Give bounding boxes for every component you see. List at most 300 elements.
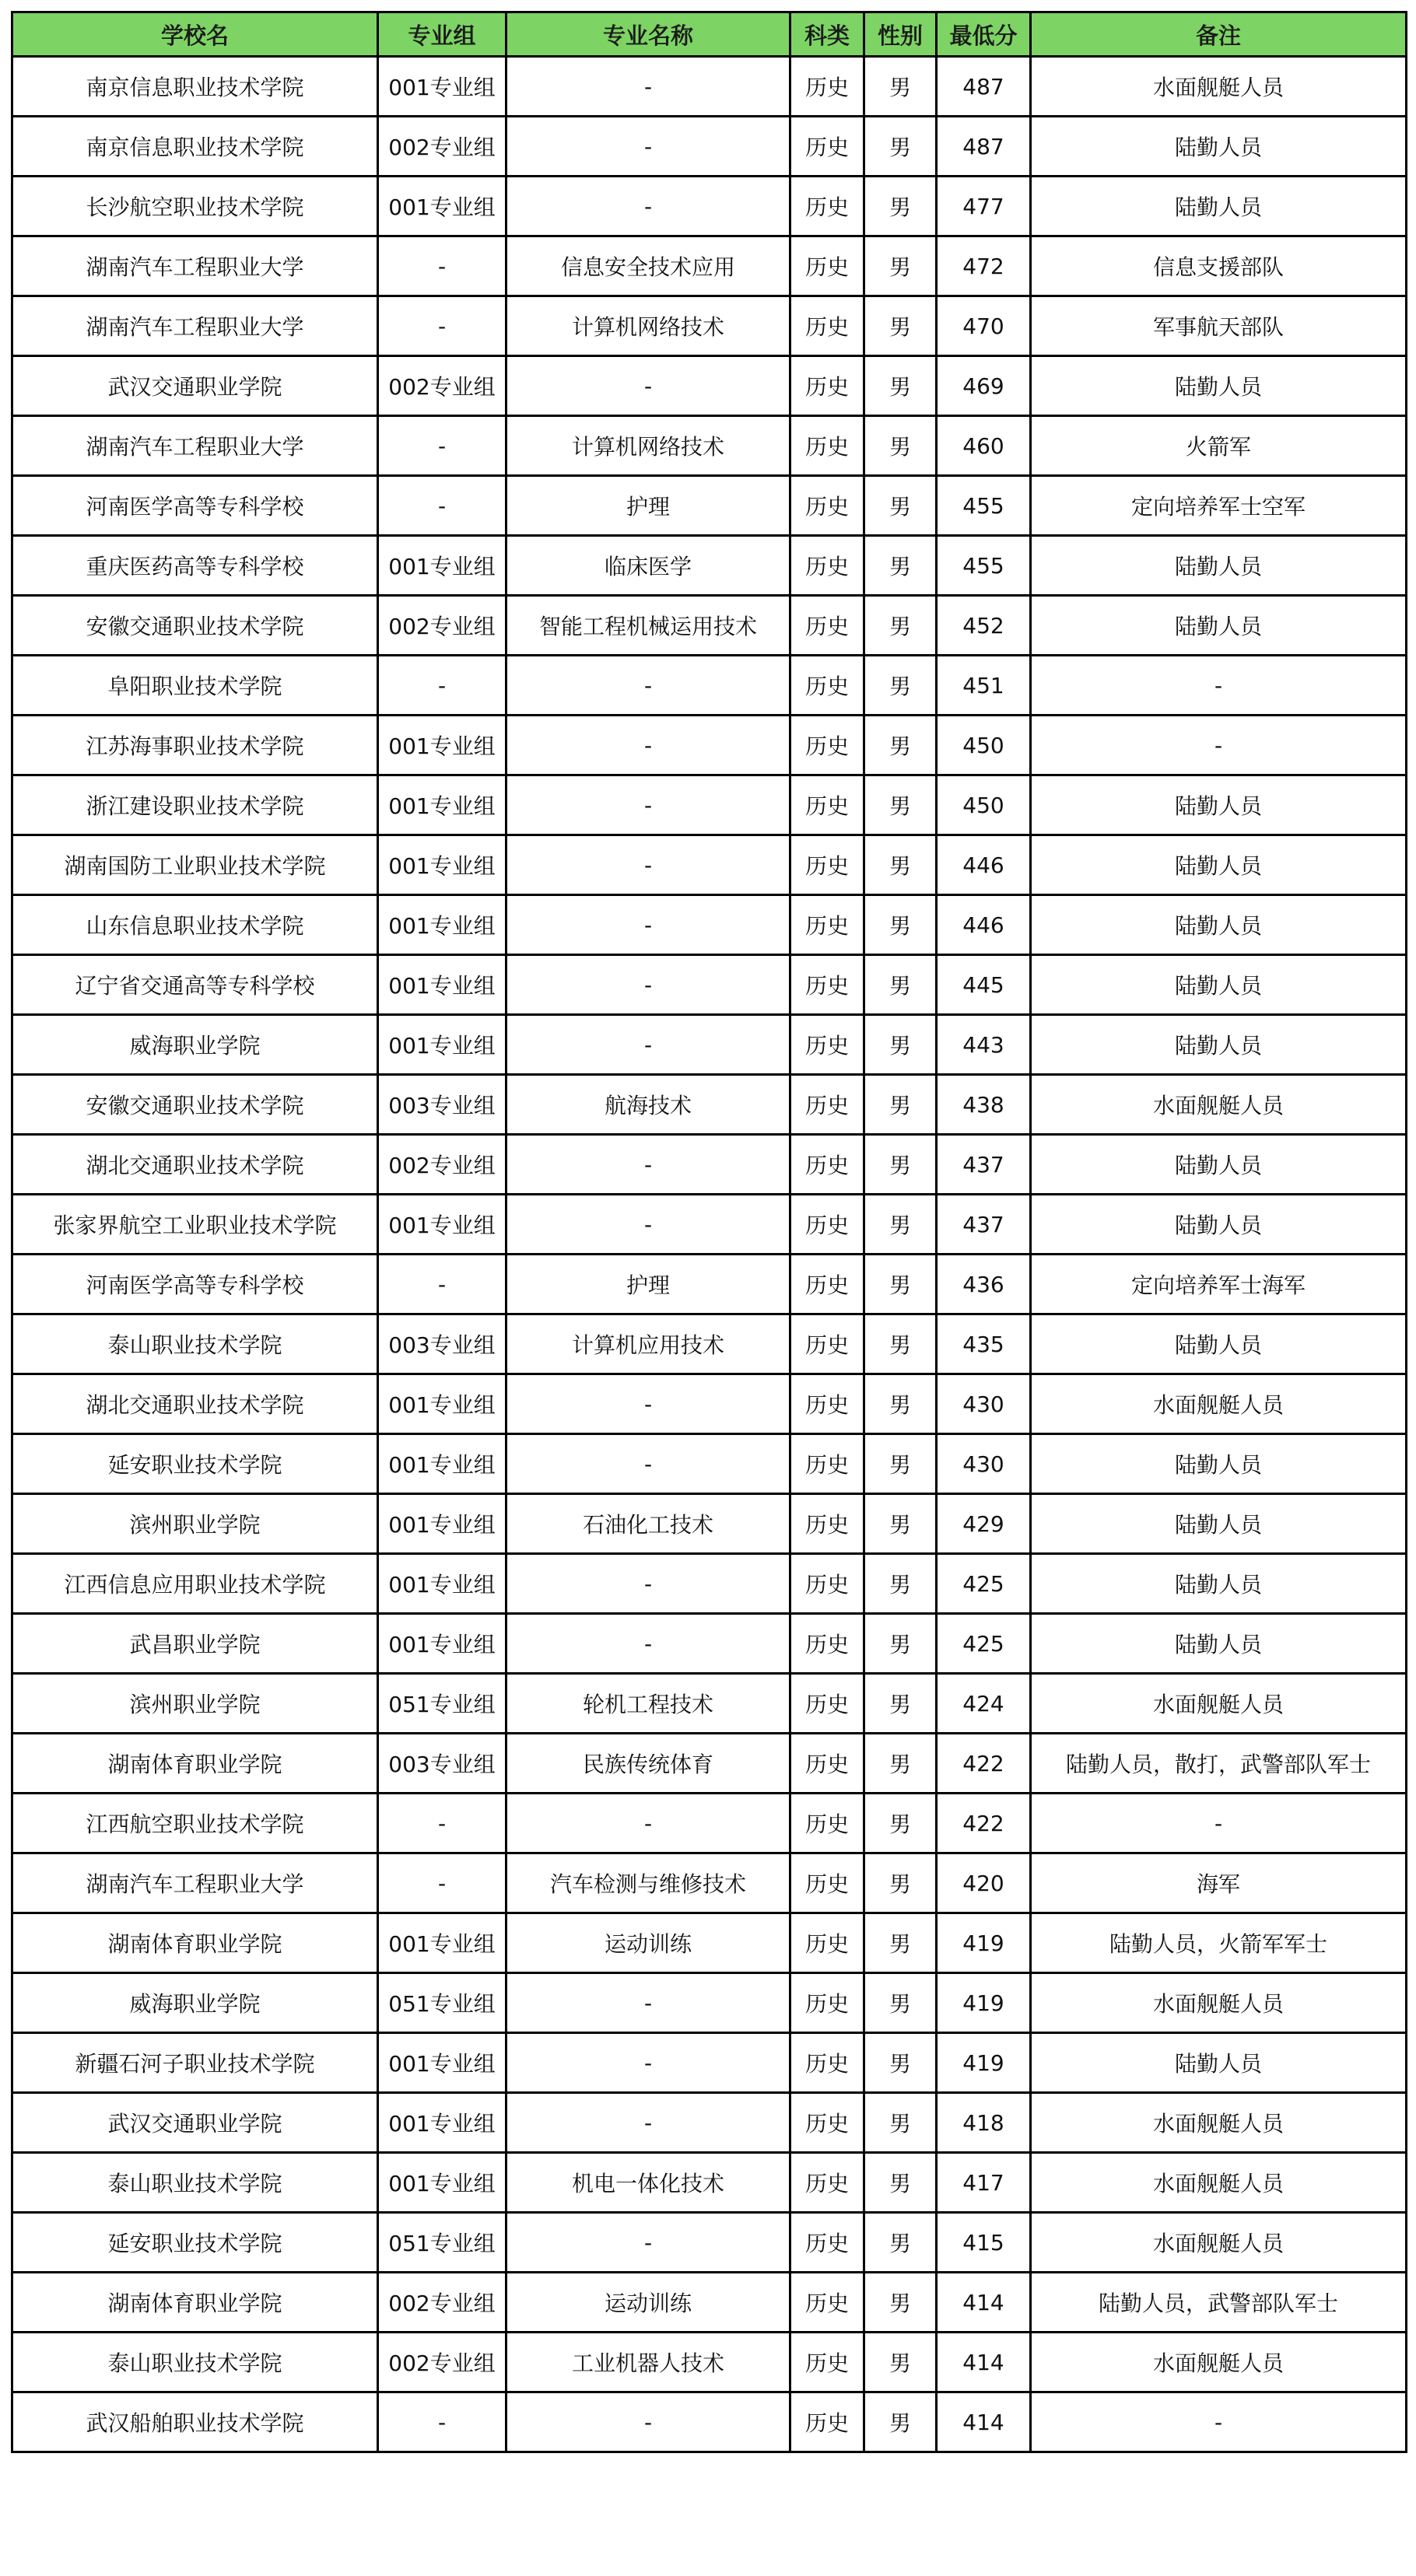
cell-school: 泰山职业技术学院 — [12, 2153, 378, 2213]
table-row — [12, 1314, 1407, 1374]
cell-min-score: 430 — [937, 1434, 1031, 1494]
cell-category: 历史 — [790, 895, 864, 955]
table-row — [12, 1195, 1407, 1255]
table-row — [12, 656, 1407, 716]
cell-gender: 男 — [864, 656, 937, 716]
cell-school: 湖北交通职业技术学院 — [12, 1135, 378, 1195]
cell-group: 051专业组 — [378, 1973, 506, 2033]
table-row — [12, 2153, 1407, 2213]
cell-major: - — [506, 1554, 790, 1614]
cell-gender: 男 — [864, 1135, 937, 1195]
cell-gender: 男 — [864, 476, 937, 536]
table-row — [12, 1374, 1407, 1434]
cell-note: 信息支援部队 — [1031, 236, 1407, 296]
cell-category: 历史 — [790, 1015, 864, 1075]
header-gender: 性别 — [864, 12, 937, 57]
cell-school: 辽宁省交通高等专科学校 — [12, 955, 378, 1015]
cell-school: 河南医学高等专科学校 — [12, 1255, 378, 1314]
cell-major: - — [506, 716, 790, 775]
cell-school: 南京信息职业技术学院 — [12, 117, 378, 177]
cell-major: - — [506, 2392, 790, 2452]
table-row — [12, 536, 1407, 596]
cell-major: - — [506, 57, 790, 117]
cell-note: - — [1031, 2392, 1407, 2452]
table-row — [12, 2333, 1407, 2392]
header-note: 备注 — [1031, 12, 1407, 57]
cell-note: 陆勤人员 — [1031, 1314, 1407, 1374]
cell-min-score: 487 — [937, 117, 1031, 177]
cell-school: 安徽交通职业技术学院 — [12, 596, 378, 656]
cell-note: 水面舰艇人员 — [1031, 57, 1407, 117]
cell-major: 汽车检测与维修技术 — [506, 1853, 790, 1913]
table-row — [12, 177, 1407, 236]
cell-gender: 男 — [864, 2392, 937, 2452]
cell-group: - — [378, 2392, 506, 2452]
cell-gender: 男 — [864, 775, 937, 835]
cell-note: 水面舰艇人员 — [1031, 2153, 1407, 2213]
cell-min-score: 455 — [937, 536, 1031, 596]
cell-category: 历史 — [790, 1734, 864, 1794]
table-row — [12, 236, 1407, 296]
cell-min-score: 438 — [937, 1075, 1031, 1135]
cell-major: - — [506, 2033, 790, 2093]
table-row — [12, 2392, 1407, 2452]
cell-group: - — [378, 1794, 506, 1853]
cell-major: 运动训练 — [506, 1913, 790, 1973]
cell-group: 002专业组 — [378, 2273, 506, 2333]
cell-school: 滨州职业学院 — [12, 1494, 378, 1554]
cell-min-score: 425 — [937, 1614, 1031, 1674]
cell-min-score: 477 — [937, 177, 1031, 236]
cell-group: - — [378, 236, 506, 296]
cell-group: 002专业组 — [378, 117, 506, 177]
cell-group: 001专业组 — [378, 1374, 506, 1434]
cell-school: 阜阳职业技术学院 — [12, 656, 378, 716]
cell-min-score: 436 — [937, 1255, 1031, 1314]
cell-major: 计算机应用技术 — [506, 1314, 790, 1374]
cell-major: - — [506, 1973, 790, 2033]
cell-school: 武汉交通职业学院 — [12, 356, 378, 416]
cell-group: 003专业组 — [378, 1314, 506, 1374]
cell-gender: 男 — [864, 356, 937, 416]
cell-school: 南京信息职业技术学院 — [12, 57, 378, 117]
cell-major: 护理 — [506, 476, 790, 536]
cell-min-score: 417 — [937, 2153, 1031, 2213]
table-row — [12, 775, 1407, 835]
cell-major: - — [506, 1374, 790, 1434]
cell-school: 湖北交通职业技术学院 — [12, 1374, 378, 1434]
cell-major: - — [506, 895, 790, 955]
cell-school: 河南医学高等专科学校 — [12, 476, 378, 536]
cell-major: - — [506, 1794, 790, 1853]
cell-note: 陆勤人员 — [1031, 177, 1407, 236]
cell-note: 陆勤人员，散打，武警部队军士 — [1031, 1734, 1407, 1794]
table-row — [12, 1614, 1407, 1674]
cell-category: 历史 — [790, 356, 864, 416]
cell-major: - — [506, 356, 790, 416]
cell-major: 民族传统体育 — [506, 1734, 790, 1794]
cell-min-score: 443 — [937, 1015, 1031, 1075]
cell-school: 湖南汽车工程职业大学 — [12, 416, 378, 476]
table-row — [12, 416, 1407, 476]
cell-gender: 男 — [864, 596, 937, 656]
cell-category: 历史 — [790, 1794, 864, 1853]
cell-major: 工业机器人技术 — [506, 2333, 790, 2392]
cell-note: 陆勤人员 — [1031, 895, 1407, 955]
cell-major: - — [506, 656, 790, 716]
table-row — [12, 1734, 1407, 1794]
cell-min-score: 422 — [937, 1734, 1031, 1794]
cell-note: - — [1031, 656, 1407, 716]
cell-gender: 男 — [864, 2333, 937, 2392]
cell-group: 001专业组 — [378, 1434, 506, 1494]
cell-gender: 男 — [864, 236, 937, 296]
cell-category: 历史 — [790, 1554, 864, 1614]
cell-school: 湖南国防工业职业技术学院 — [12, 835, 378, 895]
cell-group: 051专业组 — [378, 2213, 506, 2273]
cell-category: 历史 — [790, 1853, 864, 1913]
cell-min-score: 414 — [937, 2273, 1031, 2333]
cell-gender: 男 — [864, 1973, 937, 2033]
cell-group: 001专业组 — [378, 1494, 506, 1554]
table-body — [12, 57, 1407, 2452]
table-row — [12, 1015, 1407, 1075]
cell-major: 计算机网络技术 — [506, 296, 790, 356]
cell-note: 水面舰艇人员 — [1031, 2333, 1407, 2392]
cell-note: 陆勤人员 — [1031, 775, 1407, 835]
cell-gender: 男 — [864, 1554, 937, 1614]
cell-gender: 男 — [864, 536, 937, 596]
cell-gender: 男 — [864, 1255, 937, 1314]
cell-group: 001专业组 — [378, 2093, 506, 2153]
cell-group: 001专业组 — [378, 177, 506, 236]
cell-note: 定向培养军士空军 — [1031, 476, 1407, 536]
table-row — [12, 2273, 1407, 2333]
cell-category: 历史 — [790, 476, 864, 536]
table-row — [12, 117, 1407, 177]
cell-major: 石油化工技术 — [506, 1494, 790, 1554]
cell-category: 历史 — [790, 1374, 864, 1434]
cell-category: 历史 — [790, 2213, 864, 2273]
cell-note: 水面舰艇人员 — [1031, 1374, 1407, 1434]
cell-group: - — [378, 656, 506, 716]
table-row — [12, 1135, 1407, 1195]
cell-category: 历史 — [790, 2333, 864, 2392]
table-row — [12, 2093, 1407, 2153]
cell-min-score: 472 — [937, 236, 1031, 296]
cell-min-score: 430 — [937, 1374, 1031, 1434]
cell-category: 历史 — [790, 1075, 864, 1135]
cell-category: 历史 — [790, 1494, 864, 1554]
table-row — [12, 2033, 1407, 2093]
cell-group: 001专业组 — [378, 1554, 506, 1614]
cell-group: 001专业组 — [378, 775, 506, 835]
cell-category: 历史 — [790, 775, 864, 835]
cell-min-score: 437 — [937, 1135, 1031, 1195]
cell-school: 泰山职业技术学院 — [12, 1314, 378, 1374]
cell-gender: 男 — [864, 416, 937, 476]
cell-gender: 男 — [864, 1913, 937, 1973]
cell-category: 历史 — [790, 1314, 864, 1374]
cell-category: 历史 — [790, 2392, 864, 2452]
cell-group: - — [378, 1255, 506, 1314]
cell-school: 武昌职业学院 — [12, 1614, 378, 1674]
cell-min-score: 419 — [937, 1973, 1031, 2033]
cell-note: 陆勤人员，武警部队军士 — [1031, 2273, 1407, 2333]
cell-school: 湖南汽车工程职业大学 — [12, 296, 378, 356]
table-row — [12, 596, 1407, 656]
cell-school: 湖南体育职业学院 — [12, 1913, 378, 1973]
cell-school: 湖南体育职业学院 — [12, 2273, 378, 2333]
cell-major: - — [506, 2213, 790, 2273]
cell-category: 历史 — [790, 716, 864, 775]
cell-note: 定向培养军士海军 — [1031, 1255, 1407, 1314]
cell-major: - — [506, 117, 790, 177]
cell-group: 001专业组 — [378, 2033, 506, 2093]
cell-gender: 男 — [864, 1075, 937, 1135]
table-row — [12, 1494, 1407, 1554]
table-row — [12, 1674, 1407, 1734]
cell-gender: 男 — [864, 716, 937, 775]
cell-note: 陆勤人员 — [1031, 536, 1407, 596]
cell-min-score: 446 — [937, 835, 1031, 895]
cell-school: 湖南汽车工程职业大学 — [12, 1853, 378, 1913]
cell-note: 陆勤人员 — [1031, 955, 1407, 1015]
cell-note: 海军 — [1031, 1853, 1407, 1913]
cell-group: 001专业组 — [378, 895, 506, 955]
table-row — [12, 1853, 1407, 1913]
cell-note: - — [1031, 716, 1407, 775]
cell-gender: 男 — [864, 1434, 937, 1494]
cell-min-score: 450 — [937, 716, 1031, 775]
cell-note: 军事航天部队 — [1031, 296, 1407, 356]
cell-school: 武汉交通职业学院 — [12, 2093, 378, 2153]
cell-min-score: 419 — [937, 1913, 1031, 1973]
cell-note: 陆勤人员 — [1031, 1494, 1407, 1554]
cell-gender: 男 — [864, 117, 937, 177]
cell-category: 历史 — [790, 1973, 864, 2033]
cell-school: 浙江建设职业技术学院 — [12, 775, 378, 835]
cell-major: 轮机工程技术 — [506, 1674, 790, 1734]
cell-group: 002专业组 — [378, 1135, 506, 1195]
cell-category: 历史 — [790, 2093, 864, 2153]
cell-major: - — [506, 1434, 790, 1494]
cell-min-score: 415 — [937, 2213, 1031, 2273]
admission-table — [11, 11, 1407, 2453]
cell-major: - — [506, 835, 790, 895]
cell-school: 威海职业学院 — [12, 1973, 378, 2033]
cell-group: 002专业组 — [378, 596, 506, 656]
cell-major: - — [506, 2093, 790, 2153]
cell-group: 002专业组 — [378, 2333, 506, 2392]
cell-note: 陆勤人员 — [1031, 1195, 1407, 1255]
cell-school: 山东信息职业技术学院 — [12, 895, 378, 955]
cell-note: 陆勤人员，火箭军军士 — [1031, 1913, 1407, 1973]
cell-min-score: 422 — [937, 1794, 1031, 1853]
cell-note: 水面舰艇人员 — [1031, 2213, 1407, 2273]
cell-school: 武汉船舶职业技术学院 — [12, 2392, 378, 2452]
cell-min-score: 429 — [937, 1494, 1031, 1554]
cell-gender: 男 — [864, 1853, 937, 1913]
cell-gender: 男 — [864, 2153, 937, 2213]
cell-min-score: 414 — [937, 2392, 1031, 2452]
cell-gender: 男 — [864, 835, 937, 895]
cell-category: 历史 — [790, 2033, 864, 2093]
table-row — [12, 895, 1407, 955]
cell-group: - — [378, 296, 506, 356]
cell-group: 001专业组 — [378, 955, 506, 1015]
cell-major: 信息安全技术应用 — [506, 236, 790, 296]
cell-school: 滨州职业学院 — [12, 1674, 378, 1734]
cell-group: 001专业组 — [378, 57, 506, 117]
cell-gender: 男 — [864, 2033, 937, 2093]
cell-major: - — [506, 1135, 790, 1195]
table-row — [12, 1913, 1407, 1973]
cell-note: 陆勤人员 — [1031, 1614, 1407, 1674]
cell-group: 001专业组 — [378, 1913, 506, 1973]
cell-min-score: 460 — [937, 416, 1031, 476]
cell-note: 水面舰艇人员 — [1031, 1973, 1407, 2033]
cell-school: 长沙航空职业技术学院 — [12, 177, 378, 236]
cell-gender: 男 — [864, 2273, 937, 2333]
cell-gender: 男 — [864, 1614, 937, 1674]
cell-min-score: 445 — [937, 955, 1031, 1015]
cell-major: 航海技术 — [506, 1075, 790, 1135]
cell-category: 历史 — [790, 296, 864, 356]
cell-min-score: 424 — [937, 1674, 1031, 1734]
cell-category: 历史 — [790, 177, 864, 236]
cell-category: 历史 — [790, 117, 864, 177]
cell-group: 051专业组 — [378, 1674, 506, 1734]
cell-gender: 男 — [864, 296, 937, 356]
cell-major: - — [506, 1015, 790, 1075]
cell-category: 历史 — [790, 536, 864, 596]
cell-min-score: 414 — [937, 2333, 1031, 2392]
cell-min-score: 446 — [937, 895, 1031, 955]
header-row — [12, 12, 1407, 57]
cell-group: 001专业组 — [378, 835, 506, 895]
cell-school: 江西航空职业技术学院 — [12, 1794, 378, 1853]
cell-group: - — [378, 1853, 506, 1913]
cell-gender: 男 — [864, 1015, 937, 1075]
cell-group: 001专业组 — [378, 1195, 506, 1255]
cell-major: - — [506, 955, 790, 1015]
cell-note: 水面舰艇人员 — [1031, 1075, 1407, 1135]
table-row — [12, 57, 1407, 117]
cell-major: 运动训练 — [506, 2273, 790, 2333]
header-min-score: 最低分 — [937, 12, 1031, 57]
table-row — [12, 1794, 1407, 1853]
cell-min-score: 470 — [937, 296, 1031, 356]
header-category: 科类 — [790, 12, 864, 57]
cell-school: 江苏海事职业技术学院 — [12, 716, 378, 775]
cell-gender: 男 — [864, 177, 937, 236]
cell-gender: 男 — [864, 2093, 937, 2153]
cell-school: 泰山职业技术学院 — [12, 2333, 378, 2392]
cell-school: 湖南体育职业学院 — [12, 1734, 378, 1794]
cell-category: 历史 — [790, 1614, 864, 1674]
cell-min-score: 469 — [937, 356, 1031, 416]
cell-category: 历史 — [790, 1195, 864, 1255]
cell-group: 001专业组 — [378, 1614, 506, 1674]
cell-category: 历史 — [790, 1674, 864, 1734]
cell-category: 历史 — [790, 656, 864, 716]
cell-min-score: 418 — [937, 2093, 1031, 2153]
cell-group: 001专业组 — [378, 536, 506, 596]
cell-group: 003专业组 — [378, 1075, 506, 1135]
cell-group: - — [378, 476, 506, 536]
header-major: 专业名称 — [506, 12, 790, 57]
cell-category: 历史 — [790, 2273, 864, 2333]
cell-school: 延安职业技术学院 — [12, 1434, 378, 1494]
cell-category: 历史 — [790, 1913, 864, 1973]
cell-gender: 男 — [864, 1794, 937, 1853]
cell-gender: 男 — [864, 1734, 937, 1794]
cell-note: 陆勤人员 — [1031, 356, 1407, 416]
cell-note: 陆勤人员 — [1031, 835, 1407, 895]
cell-min-score: 425 — [937, 1554, 1031, 1614]
table-row — [12, 1434, 1407, 1494]
table-row — [12, 1075, 1407, 1135]
cell-note: 水面舰艇人员 — [1031, 2093, 1407, 2153]
cell-category: 历史 — [790, 2153, 864, 2213]
cell-note: 陆勤人员 — [1031, 596, 1407, 656]
cell-note: 陆勤人员 — [1031, 1434, 1407, 1494]
cell-min-score: 437 — [937, 1195, 1031, 1255]
cell-gender: 男 — [864, 1494, 937, 1554]
cell-min-score: 487 — [937, 57, 1031, 117]
cell-group: 001专业组 — [378, 716, 506, 775]
cell-gender: 男 — [864, 2213, 937, 2273]
header-group: 专业组 — [378, 12, 506, 57]
cell-major: 计算机网络技术 — [506, 416, 790, 476]
cell-note: 陆勤人员 — [1031, 1135, 1407, 1195]
cell-min-score: 451 — [937, 656, 1031, 716]
cell-note: - — [1031, 1794, 1407, 1853]
cell-school: 延安职业技术学院 — [12, 2213, 378, 2273]
cell-category: 历史 — [790, 236, 864, 296]
cell-note: 水面舰艇人员 — [1031, 1674, 1407, 1734]
cell-major: - — [506, 775, 790, 835]
cell-gender: 男 — [864, 1374, 937, 1434]
cell-category: 历史 — [790, 955, 864, 1015]
cell-major: 护理 — [506, 1255, 790, 1314]
table-row — [12, 476, 1407, 536]
cell-min-score: 450 — [937, 775, 1031, 835]
cell-min-score: 419 — [937, 2033, 1031, 2093]
cell-major: - — [506, 177, 790, 236]
table-row — [12, 716, 1407, 775]
cell-category: 历史 — [790, 596, 864, 656]
cell-major: - — [506, 1614, 790, 1674]
table-row — [12, 835, 1407, 895]
table-row — [12, 1554, 1407, 1614]
cell-gender: 男 — [864, 955, 937, 1015]
cell-school: 江西信息应用职业技术学院 — [12, 1554, 378, 1614]
cell-category: 历史 — [790, 835, 864, 895]
cell-note: 陆勤人员 — [1031, 1554, 1407, 1614]
cell-group: 001专业组 — [378, 2153, 506, 2213]
cell-category: 历史 — [790, 57, 864, 117]
cell-category: 历史 — [790, 1135, 864, 1195]
table-row — [12, 1255, 1407, 1314]
header-school: 学校名 — [12, 12, 378, 57]
cell-major: 机电一体化技术 — [506, 2153, 790, 2213]
cell-major: - — [506, 1195, 790, 1255]
cell-school: 威海职业学院 — [12, 1015, 378, 1075]
cell-note: 陆勤人员 — [1031, 2033, 1407, 2093]
cell-group: 002专业组 — [378, 356, 506, 416]
